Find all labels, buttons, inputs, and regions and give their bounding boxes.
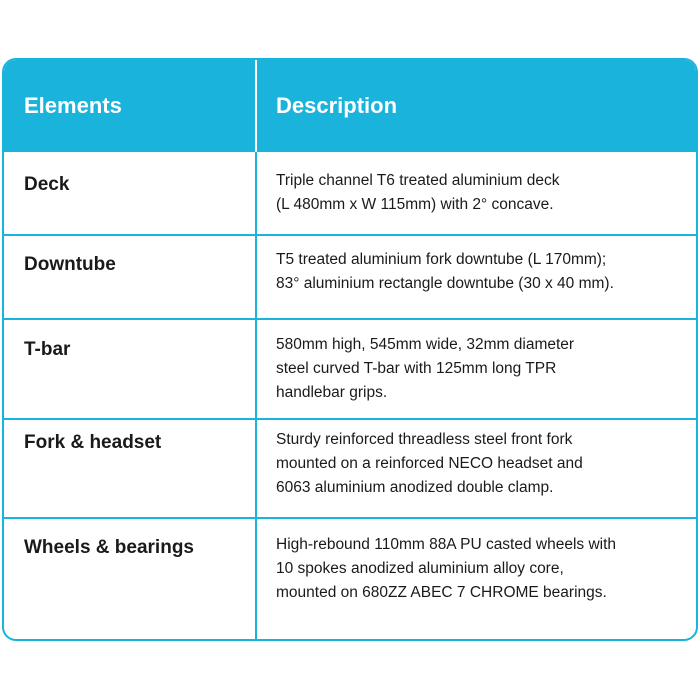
element-description bbox=[276, 428, 691, 500]
element-description bbox=[276, 169, 691, 217]
description-line: T5 treated aluminium fork downtube (L 170mm); bbox=[276, 251, 607, 268]
description-line: Triple channel T6 treated aluminium deck bbox=[276, 172, 560, 189]
table-row-wheels-bearings bbox=[4, 519, 696, 639]
element-description bbox=[276, 333, 691, 405]
table-row-tbar bbox=[4, 320, 696, 418]
description-line: 83° aluminium rectangle downtube (30 x 40 mm). bbox=[276, 275, 614, 292]
description-line: mounted on 680ZZ ABEC 7 CHROME bearings. bbox=[276, 584, 607, 601]
element-name: Deck bbox=[24, 174, 70, 195]
description-line: 6063 aluminium anodized double clamp. bbox=[276, 479, 554, 496]
header-description: Description bbox=[276, 93, 398, 118]
element-name: Downtube bbox=[24, 254, 116, 275]
element-name: Fork & headset bbox=[24, 432, 162, 453]
spec-table bbox=[2, 58, 698, 641]
table-row-fork-headset bbox=[4, 420, 696, 518]
header-column-divider bbox=[255, 60, 257, 152]
table-row-downtube bbox=[4, 236, 696, 318]
element-name: T-bar bbox=[24, 339, 71, 360]
element-description bbox=[276, 533, 691, 605]
description-line: 10 spokes anodized aluminium alloy core, bbox=[276, 560, 564, 577]
table-header-row bbox=[4, 60, 696, 152]
description-line: 580mm high, 545mm wide, 32mm diameter bbox=[276, 336, 575, 353]
description-line: mounted on a reinforced NECO headset and bbox=[276, 455, 583, 472]
description-line: High-rebound 110mm 88A PU casted wheels with bbox=[276, 536, 617, 553]
table-row-deck bbox=[4, 152, 696, 236]
element-description bbox=[276, 248, 691, 296]
description-line: handlebar grips. bbox=[276, 384, 388, 401]
element-name: Wheels & bearings bbox=[24, 537, 194, 558]
header-elements: Elements bbox=[24, 93, 122, 118]
description-line: steel curved T-bar with 125mm long TPR bbox=[276, 360, 557, 377]
description-line: (L 480mm x W 115mm) with 2° concave. bbox=[276, 196, 554, 213]
description-line: Sturdy reinforced threadless steel front fork bbox=[276, 431, 573, 448]
